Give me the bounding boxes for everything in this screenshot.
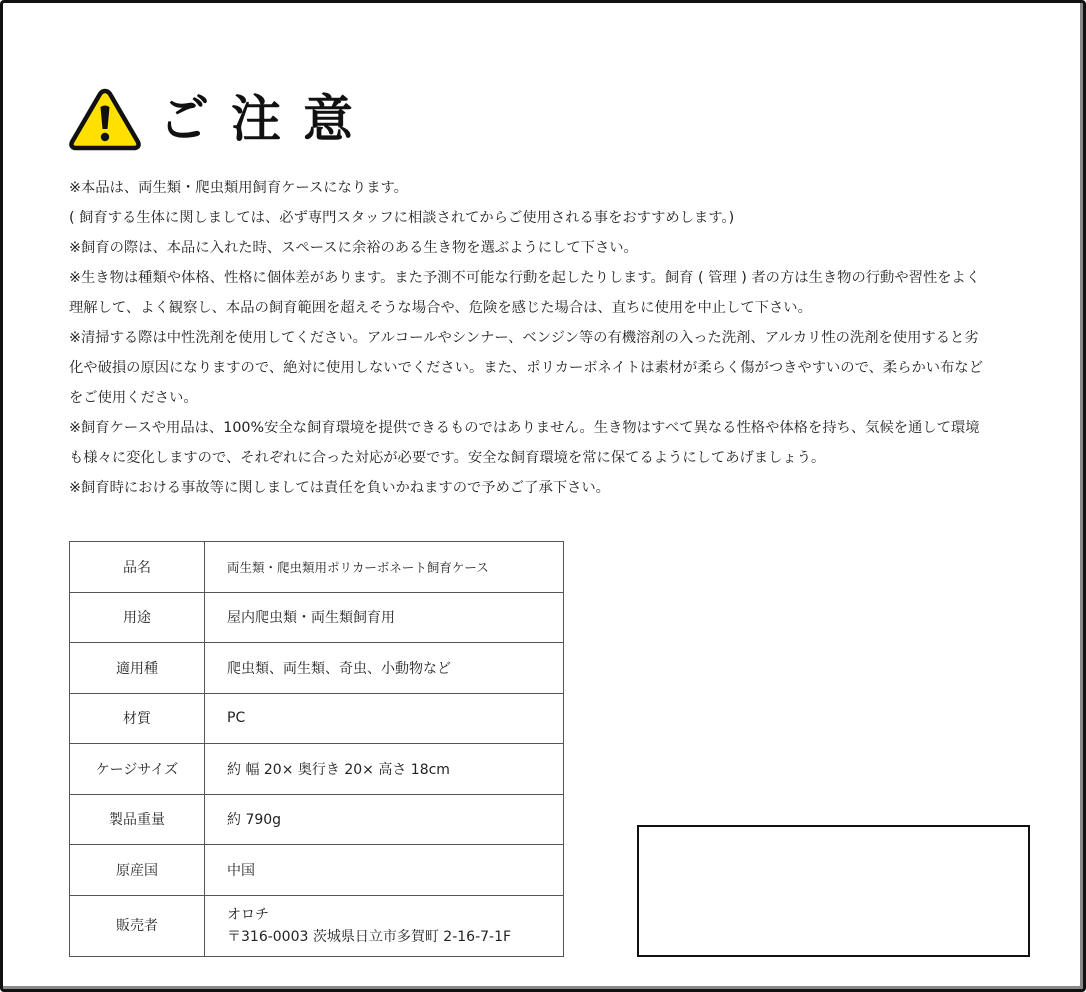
row-key: 品名 [70, 542, 205, 593]
row-key: 材質 [70, 693, 205, 744]
note-line: ※飼育の際は、本品に入れた時、スペースに余裕のある生き物を選ぶようにして下さい。 [69, 240, 638, 256]
row-value: PC [205, 693, 564, 744]
row-key: 製品重量 [70, 794, 205, 845]
note-line: ※清掃する際は中性洗剤を使用してください。アルコールやシンナー、ベンジン等の有機溶剤の入った洗剤、アルカリ性の洗剤を使用すると劣 [69, 330, 979, 346]
row-value: 約 幅 20× 奥行き 20× 高さ 18cm [205, 744, 564, 795]
table-row [70, 643, 564, 694]
row-value: 両生類・爬虫類用ポリカーボネート飼育ケース [205, 542, 564, 593]
table-row [70, 794, 564, 845]
header [69, 87, 375, 151]
table-row [70, 845, 564, 896]
caution-notes [69, 173, 1049, 503]
table-row [70, 744, 564, 795]
note-line: も様々に変化しますので、それぞれに合った対応が必要です。安全な飼育環境を常に保てるようにしてあげましょう。 [69, 450, 826, 466]
note-line: 化や破損の原因になりますので、絶対に使用しないでください。また、ポリカーボネイトは素材が柔らく傷がつきやすいので、柔らかい布など [69, 360, 983, 376]
note-line: 理解して、よく観察し、本品の飼育範囲を超えそうな場合や、危険を感じた場合は、直ちに使用を中止して下さい。 [69, 300, 812, 316]
row-key: 販売者 [70, 895, 205, 956]
warning-triangle-icon [69, 87, 141, 151]
page-title: ご注意 [159, 90, 375, 148]
row-key: 適用種 [70, 643, 205, 694]
note-line: ※飼育時における事故等に関しましては責任を負いかねますので予めご了承下さい。 [69, 480, 610, 496]
spec-table [69, 541, 564, 957]
note-line: ※本品は、両生類・爬虫類用飼育ケースになります。 [69, 180, 408, 196]
table-row [70, 693, 564, 744]
table-row [70, 592, 564, 643]
note-line: ( 飼育する生体に関しましては、必ず専門スタッフに相談されてからご使用される事をおすすめします。) [69, 210, 735, 226]
row-value: 屋内爬虫類・両生類飼育用 [205, 592, 564, 643]
note-line: ※生き物は種類や体格、性格に個体差があります。また予測不可能な行動を起したりします。飼育 ( 管理 ) 者の方は生き物の行動や習性をよく [69, 270, 981, 286]
row-value: 約 790g [205, 794, 564, 845]
row-key: ケージサイズ [70, 744, 205, 795]
table-row [70, 542, 564, 593]
row-key: 用途 [70, 592, 205, 643]
row-value: 爬虫類、両生類、奇虫、小動物など [205, 643, 564, 694]
row-value [205, 895, 564, 956]
row-key: 原産国 [70, 845, 205, 896]
row-value: 中国 [205, 845, 564, 896]
blank-label-box [637, 825, 1030, 957]
note-line: ※飼育ケースや用品は、100%安全な飼育環境を提供できるものではありません。生き物はすべて異なる性格や体格を持ち、気候を通して環境 [69, 420, 980, 436]
seller-name: オロチ [227, 906, 269, 923]
seller-address: 〒316-0003 茨城県日立市多賀町 2-16-7-1F [227, 928, 512, 945]
note-line: をご使用ください。 [69, 390, 198, 406]
table-row [70, 895, 564, 956]
